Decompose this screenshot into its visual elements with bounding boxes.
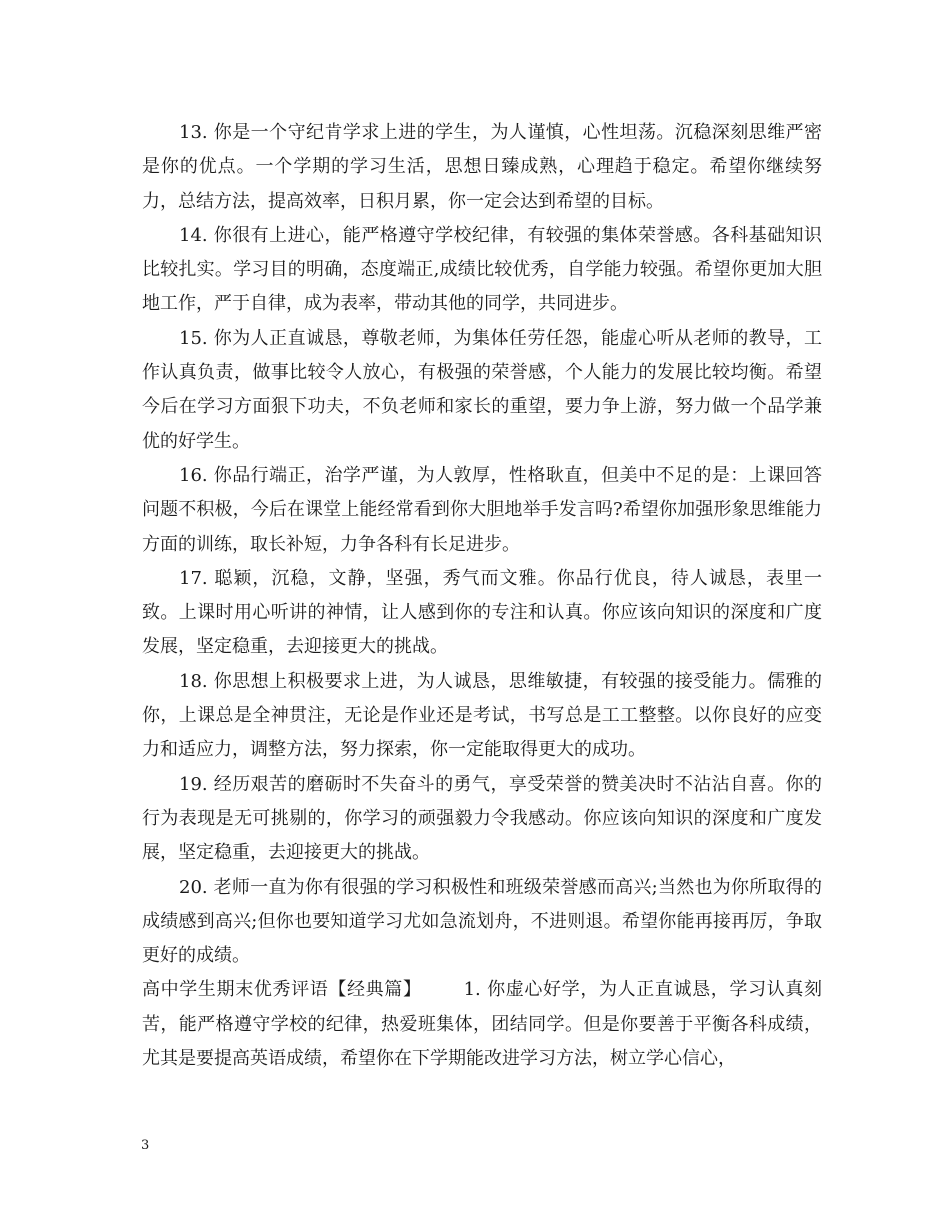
comment-paragraph-14: 14. 你很有上进心，能严格遵守学校纪律，有较强的集体荣誉感。各科基础知识比较扎实。学习目的明确，态度端正,成绩比较优秀，自学能力较强。希望你更加大胆地工作，严于自律，成为表率，带动其他的同学，共同进步。	[142, 224, 822, 315]
comment-paragraph-16: 16. 你品行端正，治学严谨，为人敦厚，性格耿直，但美中不足的是：上课回答问题不积极，今后在课堂上能经常看到你大胆地举手发言吗?希望你加强形象思维能力方面的训练，取长补短，力争各科有长足进步。	[142, 464, 822, 555]
comment-paragraph-18: 18. 你思想上积极要求上进，为人诚恳，思维敏捷，有较强的接受能力。儒雅的你，上课总是全神贯注，无论是作业还是考试，书写总是工工整整。以你良好的应变力和适应力，调整方法，努力探索，你一定能取得更大的成功。	[142, 670, 822, 761]
comment-paragraph-17: 17. 聪颖，沉稳，文静，坚强，秀气而文雅。你品行优良，待人诚恳，表里一致。上课时用心听讲的神情，让人感到你的专注和认真。你应该向知识的深度和广度发展，坚定稳重，去迎接更大的挑战。	[142, 567, 822, 658]
comment-paragraph-13: 13. 你是一个守纪肯学求上进的学生，为人谨慎，心性坦荡。沉稳深刻思维严密是你的优点。一个学期的学习生活，思想日臻成熟，心理趋于稳定。希望你继续努力，总结方法，提高效率，日积月累，你一定会达到希望的目标。	[142, 122, 822, 212]
page-number: 3	[141, 1138, 150, 1153]
document-body	[142, 116, 822, 1076]
section-heading: 高中学生期末优秀评语【经典篇】	[142, 979, 422, 1001]
comment-paragraph-20: 20. 老师一直为你有很强的学习积极性和班级荣誉感而高兴;当然也为你所取得的成绩感到高兴;但你也要知道学习尤如急流划舟，不进则退。希望你能再接再厉，争取更好的成绩。	[142, 876, 822, 967]
section-paragraph	[142, 973, 822, 1076]
section-first-item: 1. 你虚心好学，为人正直诚恳，学习认真刻苦，能严格遵守学校的纪律，热爱班集体，团结同学。但是你要善于平衡各科成绩，尤其是要提高英语成绩，希望你在下学期能改进学习方法，树立学心信心，	[142, 979, 822, 1070]
comment-paragraph-19: 19. 经历艰苦的磨砺时不失奋斗的勇气，享受荣誉的赞美决时不沾沾自喜。你的行为表现是无可挑剔的，你学习的顽强毅力令我感动。你应该向知识的深度和广度发展，坚定稳重，去迎接更大的挑战。	[142, 773, 822, 864]
comment-paragraph-15: 15. 你为人正直诚恳，尊敬老师，为集体任劳任怨，能虚心听从老师的教导，工作认真负责，做事比较令人放心，有极强的荣誉感，个人能力的发展比较均衡。希望今后在学习方面狠下功夫，不负老师和家长的重望，要力争上游，努力做一个品学兼优的好学生。	[142, 327, 822, 452]
